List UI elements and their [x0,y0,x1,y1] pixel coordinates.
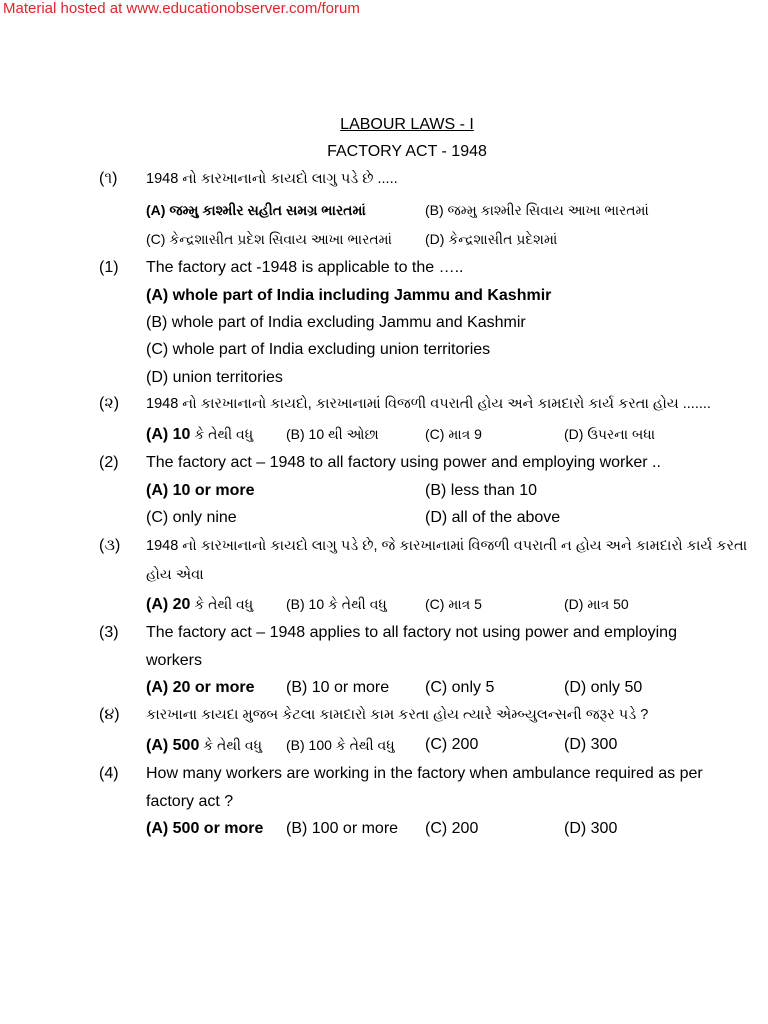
option-d: (D) only 50 [564,679,643,696]
question-text-line-2: factory act ? [146,793,234,810]
page-title: LABOUR LAWS - I [340,116,474,133]
question-number: (૨) [99,395,120,412]
question-text-line-2: હોય એવા [146,567,204,583]
option-d: (D) union territories [146,369,283,386]
option-c: (C) whole part of India excluding union territories [146,341,491,358]
question-number: (1) [99,259,119,276]
question-number: (૧) [99,170,118,187]
option-d: (D) 300 [564,736,618,753]
question-text: કારખાના કાયદા મુજબ કેટલા કામદારો કામ કરતા હોય ત્યારે એમ્બ્યુલન્સની જરૂર પડે ? [146,707,649,723]
option-b: (B) 10 or more [286,679,390,696]
option-c: (C) કેન્દ્રશાસીત પ્રદેશ સિવાય આખા ભારતમાં [146,231,392,247]
option-a: (A) 20 or more [146,679,255,696]
option-a-value: (A) 500 [146,737,200,754]
question-text: The factory act – 1948 to all factory using power and employing worker .. [146,454,661,471]
option-c: (C) only nine [146,509,237,526]
option-a: (A) જમ્મુ કાશ્મીર સહીત સમગ્ર ભારતમાં [146,202,366,218]
question-text: The factory act -1948 is applicable to the ….. [146,259,464,276]
question-number: (2) [99,454,119,471]
option-b: (B) 10 થી ઓછા [286,426,379,442]
option-b: (B) 100 કે તેથી વધુ [286,737,395,753]
option-a: (A) whole part of India including Jammu and Kashmir [146,287,552,304]
option-a-suffix: કે તેથી વધુ [199,737,263,753]
option-a-suffix: કે તેથી વધુ [190,596,254,612]
option-d: (D) કેન્દ્રશાસીત પ્રદેશમાં [425,231,558,247]
option-c: (C) 200 [425,736,479,753]
question-text: 1948 નો કારખાનાનો કાયદો લાગુ પડે છે ..... [146,171,398,187]
option-d: (D) માત્ર 50 [564,596,629,612]
option-c: (C) only 5 [425,679,495,696]
question-text-line-2: workers [146,652,203,669]
option-a-suffix: કે તેથી વધુ [190,426,254,442]
option-a [146,424,253,445]
option-b: (B) જમ્મુ કાશ્મીર સિવાય આખા ભારતમાં [425,202,649,218]
question-text-line-1: The factory act – 1948 applies to all factory not using power and employing [146,624,677,641]
option-d: (D) ઉપરના બધા [564,426,656,442]
question-number: (૪) [99,706,120,723]
option-a [146,735,262,756]
question-number: (3) [99,624,119,641]
option-b: (B) whole part of India excluding Jammu and Kashmir [146,314,526,331]
option-a: (A) 10 or more [146,482,255,499]
option-c: (C) માત્ર 5 [425,596,482,612]
option-b: (B) 10 કે તેથી વધુ [286,596,387,612]
option-c: (C) માત્ર 9 [425,426,482,442]
page-subtitle: FACTORY ACT - 1948 [327,143,487,160]
option-a [146,594,253,615]
question-text: 1948 નો કારખાનાનો કાયદો, કારખાનામાં વિજળી વપરાતી હોય અને કામદારો કાર્ય કરતા હોય ....... [146,396,711,412]
option-a-value: (A) 10 [146,426,191,443]
option-b: (B) less than 10 [425,482,538,499]
question-number: (4) [99,765,119,782]
option-d: (D) 300 [564,820,618,837]
question-text-line-1: How many workers are working in the factory when ambulance required as per [146,765,703,782]
question-number: (૩) [99,537,121,554]
option-c: (C) 200 [425,820,479,837]
question-text-line-1: 1948 નો કારખાનાનો કાયદો લાગુ પડે છે, જે કારખાનામાં વિજળી વપરાતી ન હોય અને કામદારો કાર્ય કરતા [146,538,748,554]
option-b: (B) 100 or more [286,820,399,837]
option-a: (A) 500 or more [146,820,264,837]
option-d: (D) all of the above [425,509,561,526]
option-a-value: (A) 20 [146,596,191,613]
watermark: Material hosted at www.educationobserver.com/forum [3,0,360,17]
